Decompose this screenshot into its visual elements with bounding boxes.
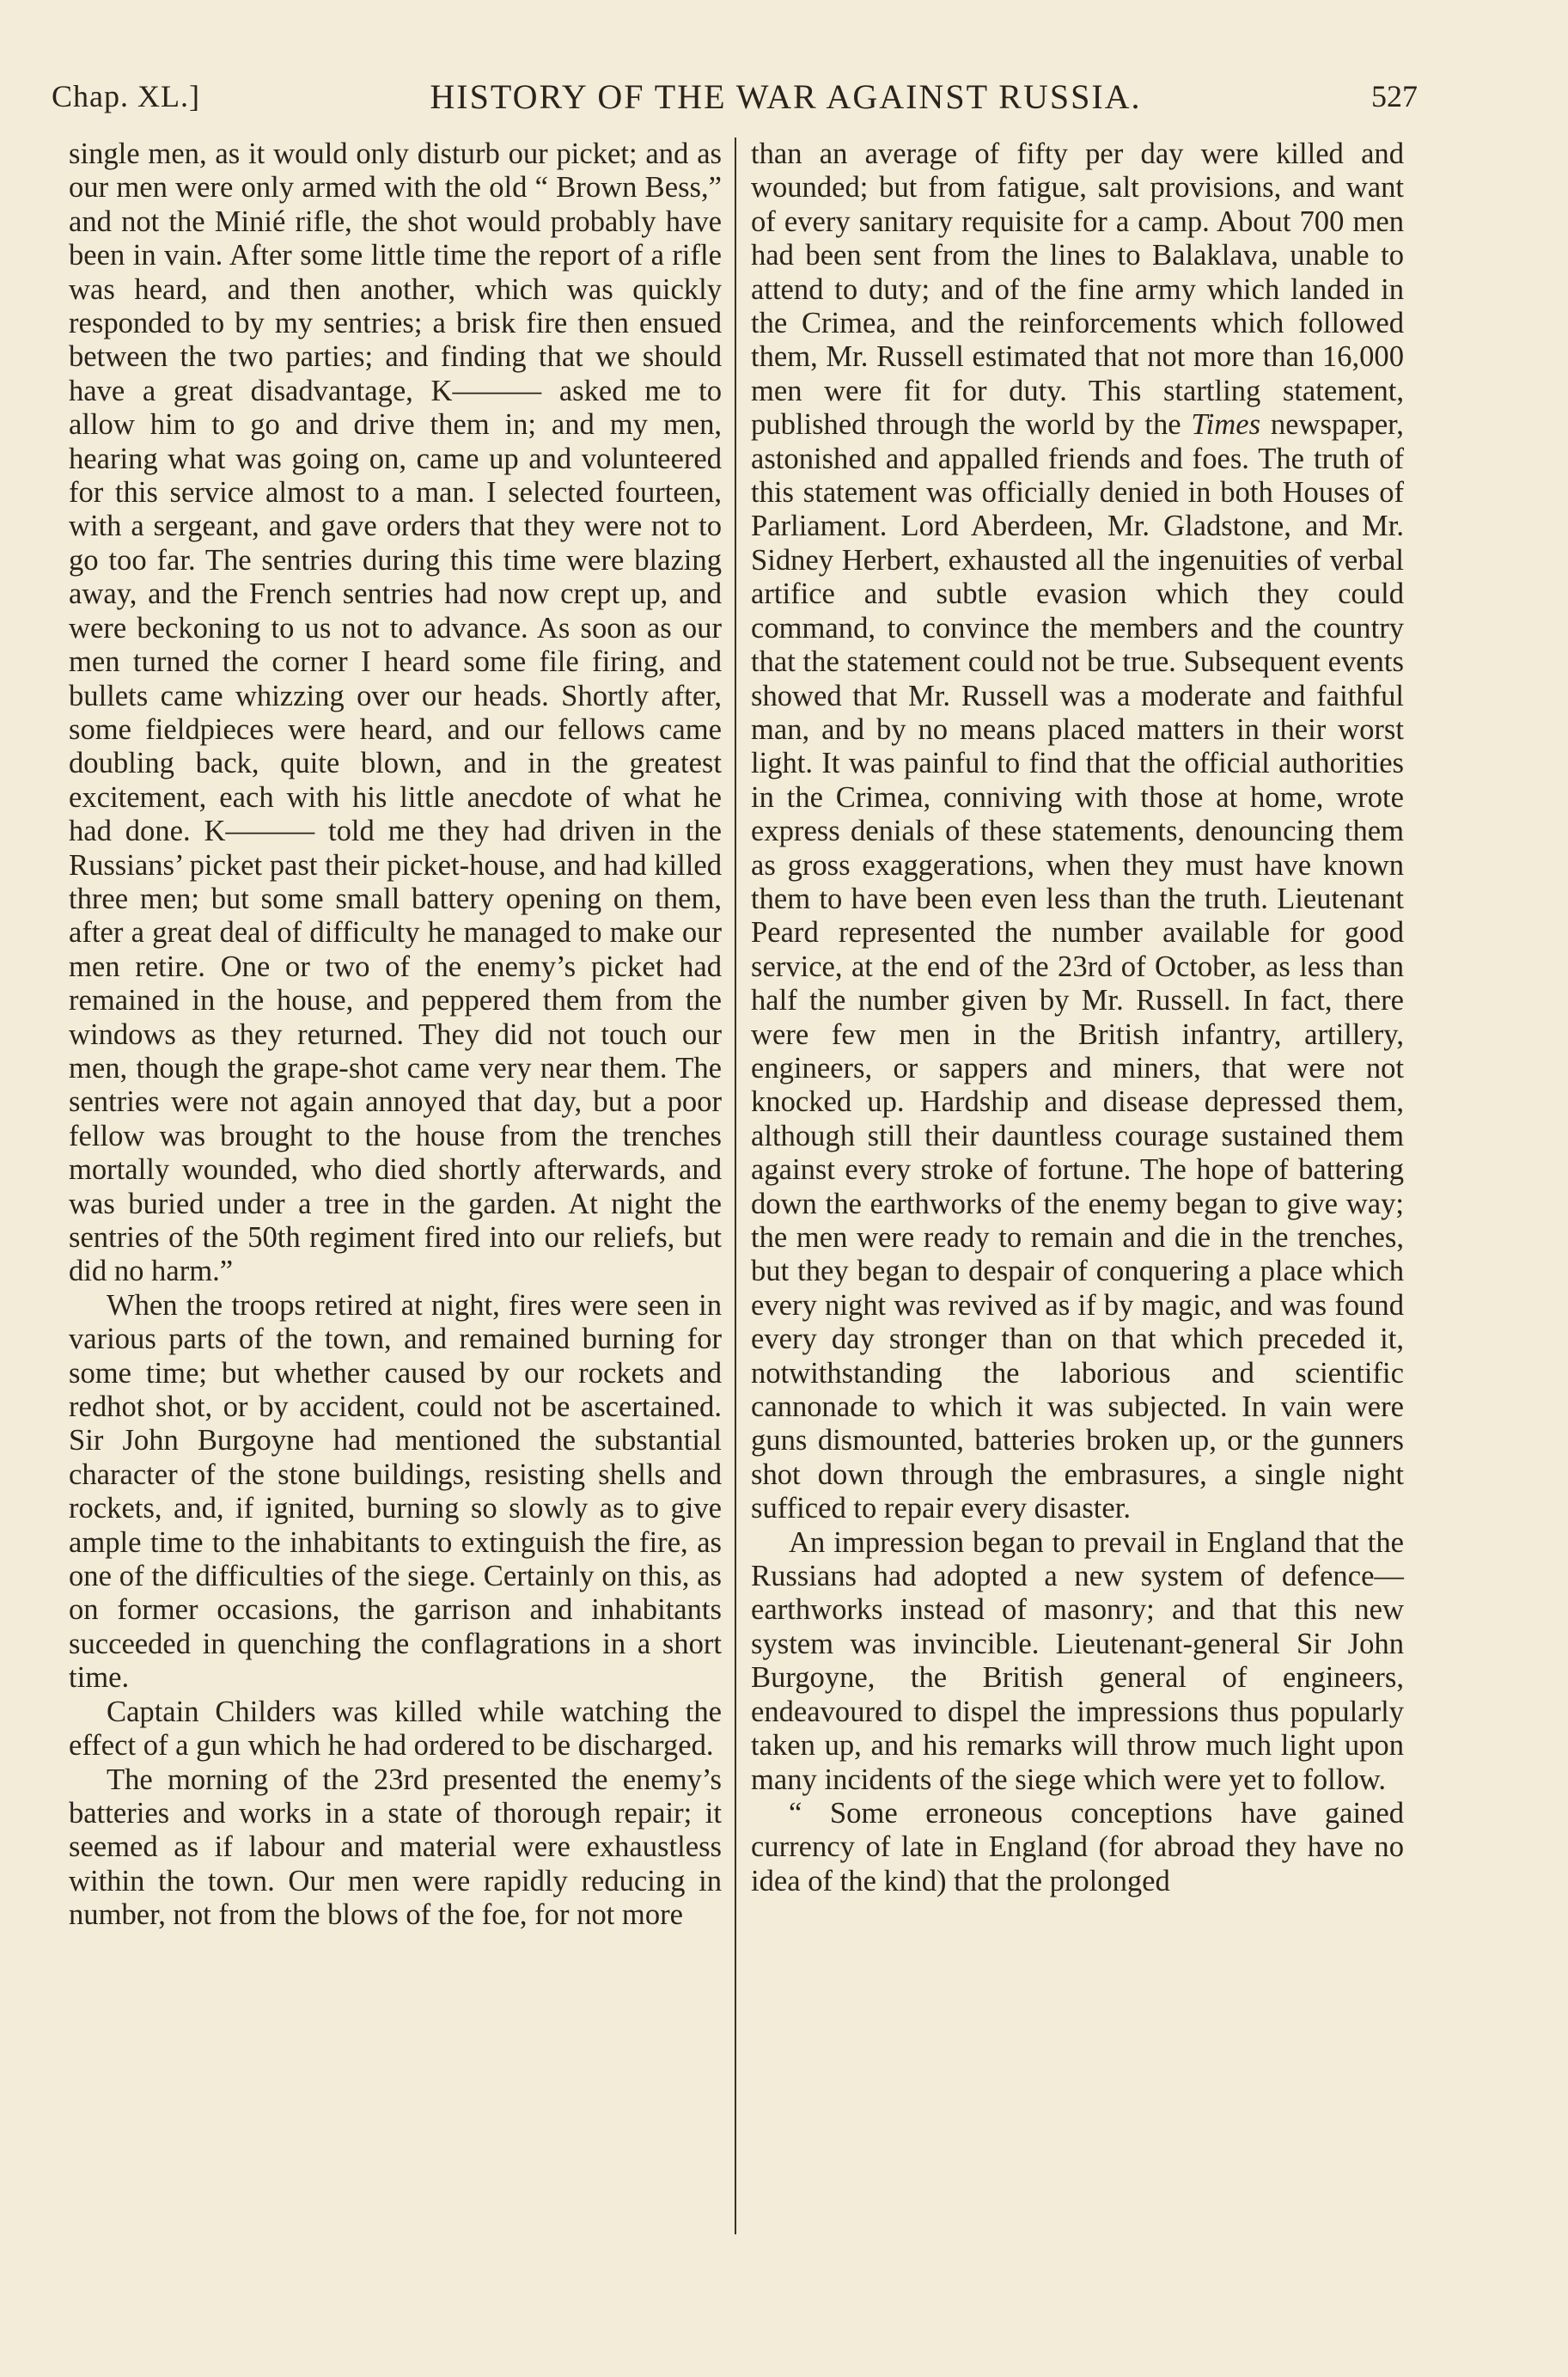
text-run: than an average of fifty per day were killed and wounded; but from fatigue, salt provisions, and want of every sanitary requisite for a camp. About 700 men had been sent from the lines to Balaklava, unable to attend to duty; and of the fine army which landed in the Crimea, and the reinforcements which followed them, Mr. Russell estimated that not more than 16,000 men were fit for duty. This startling statement, published through the world by the xyxy=(751,137,1404,442)
paragraph xyxy=(751,137,1404,1526)
chapter-label: Chap. XL.] xyxy=(52,79,200,113)
text-run: newspaper, astonished and appalled friends and foes. The truth of this statement was officially denied in both Houses of Parliament. Lord Aberdeen, Mr. Gladstone, and Mr. Sidney Herbert, exhausted all the ingenuities of verbal artifice and subtle evasion which they could command, to convince the members and the country that the statement could not be true. Subsequent events showed that Mr. Russell was a moderate and faithful man, and by no means placed matters in their worst light. It was painful to find that the official authorities in the Crimea, conniving with those at home, wrote express denials of these statements, denouncing them as gross exaggerations, when they must have known them to have been even less than the truth. Lieutenant Peard represented the number available for good service, at the end of the 23rd of October, as less than half the number given by Mr. Russell. In fact, there were few men in the British infantry, artillery, engineers, or sappers and miners, that were not knocked up. Hardship and disease depressed them, although still their dauntless courage sustained them against every stroke of fortune. The hope of battering down the earthworks of the enemy began to give way; the men were ready to remain and die in the trenches, but they began to despair of conquering a place which every night was revived as if by magic, and was found every day stronger than on that which preceded it, notwithstanding the laborious and scientific cannonade to which it was subjected. In vain were guns dismounted, batteries broken up, or the gunners shot down through the embrasures, a single night sufficed to repair every disaster. xyxy=(751,408,1404,1525)
page-number: 527 xyxy=(1370,79,1418,113)
newspaper-title: Times xyxy=(1191,408,1261,442)
running-title: HISTORY OF THE WAR AGAINST RUSSIA. xyxy=(430,76,1142,116)
right-column xyxy=(751,137,1404,1898)
paragraph: “ Some erroneous conceptions have gained currency of late in England (for abroad they have no idea of the kind) that the prolonged xyxy=(751,1796,1404,1897)
paragraph: The morning of the 23rd presented the enemy’s batteries and works in a state of thorough repair; it seemed as if labour and material were exhaustless within the town. Our men were rapidly reducing in number, not from the blows of the foe, for not more xyxy=(69,1763,722,1932)
paragraph: single men, as it would only disturb our picket; and as our men were only armed with the old “ Brown Bess,” and not the Minié rifle, the shot would probably have been in vain. After some little time the report of a rifle was heard, and then another, which was quickly responded to by my sentries; a brisk fire then ensued between the two parties; and finding that we should have a great disadvantage, K——— asked me to allow him to go and drive them in; and my men, hearing what was going on, came up and volunteered for this service almost to a man. I selected fourteen, with a sergeant, and gave orders that they were not to go too far. The sentries during this time were blazing away, and the French sentries had now crept up, and were beckoning to us not to advance. As soon as our men turned the corner I heard some file firing, and bullets came whizzing over our heads. Shortly after, some fieldpieces were heard, and our fellows came doubling back, quite blown, and in the greatest excitement, each with his little anecdote of what he had done. K——— told me they had driven in the Russians’ picket past their picket-house, and had killed three men; but some small battery opening on them, after a great deal of difficulty he managed to make our men retire. One or two of the enemy’s picket had remained in the house, and peppered them from the windows as they returned. They did not touch our men, though the grape-shot came very near them. The sentries were not again annoyed that day, but a poor fellow was brought to the house from the trenches mortally wounded, who died shortly afterwards, and was buried under a tree in the garden. At night the sentries of the 50th regiment fired into our reliefs, but did no harm.” xyxy=(69,137,722,1288)
running-header xyxy=(52,69,1418,124)
column-divider xyxy=(735,137,736,2234)
paragraph: Captain Childers was killed while watching the effect of a gun which he had ordered to be discharged. xyxy=(69,1695,722,1763)
paragraph: An impression began to prevail in England that the Russians had adopted a new system of defence—earthworks instead of masonry; and that this new system was invincible. Lieutenant-general Sir John Burgoyne, the British general of engineers, endeavoured to dispel the impressions thus popularly taken up, and his remarks will throw much light upon many incidents of the siege which were yet to follow. xyxy=(751,1525,1404,1796)
paragraph: When the troops retired at night, fires were seen in various parts of the town, and remained burning for some time; but whether caused by our rockets and redhot shot, or by accident, could not be ascertained. Sir John Burgoyne had mentioned the substantial character of the stone buildings, resisting shells and rockets, and, if ignited, burning so slowly as to give ample time to the inhabitants to extinguish the fire, as one of the difficulties of the siege. Certainly on this, as on former occasions, the garrison and inhabitants succeeded in quenching the conflagrations in a short time. xyxy=(69,1288,722,1695)
left-column xyxy=(69,137,722,1933)
